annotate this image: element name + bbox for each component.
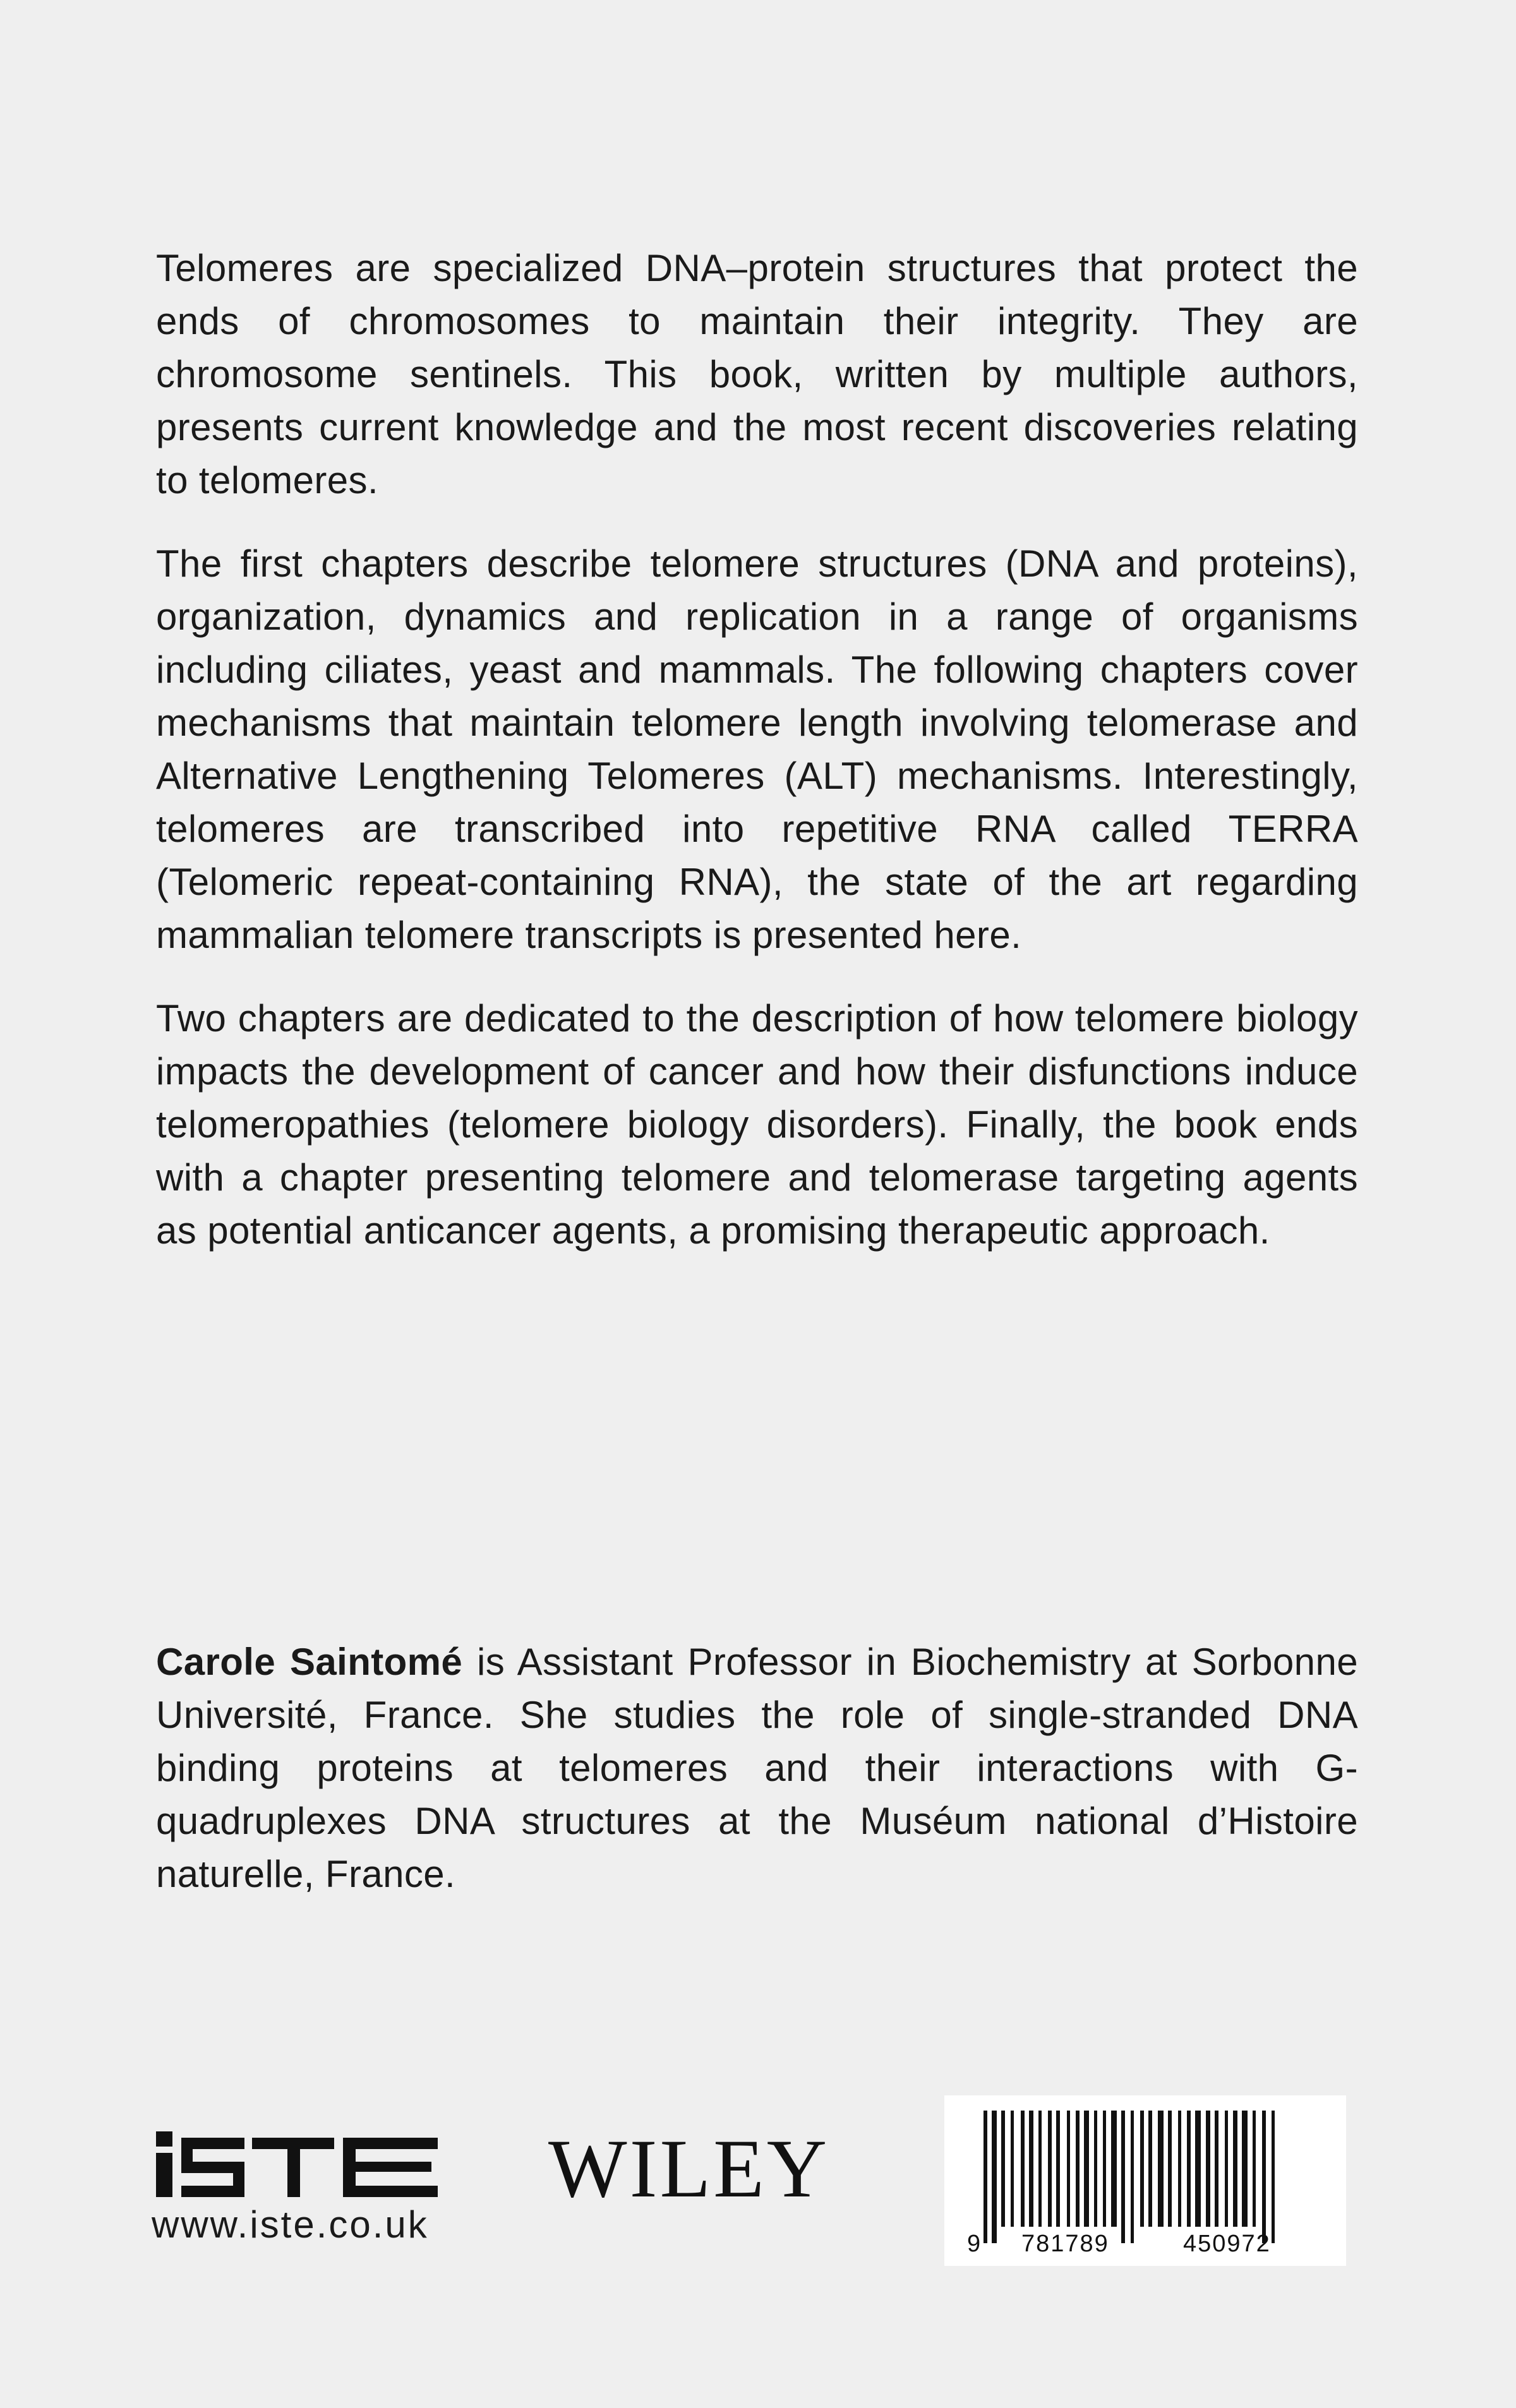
barcode-bar (1111, 2111, 1117, 2227)
barcode-bar (1067, 2111, 1070, 2227)
barcode-bar (1206, 2111, 1210, 2227)
barcode-bar (1178, 2111, 1181, 2227)
blurb-paragraph-2: The first chapters describe telomere structures (DNA and proteins), organization, dynamics and replication in a range of organisms including ciliates, yeast and mammals. The following chapters cover mechanisms that maintain telomere length involving telomerase and Alternative Lengthening Telomeres (ALT) mechanisms. Interestingly, telomeres are transcribed into repetitive RNA called TERRA (Telomeric repeat-containing RNA), the state of the art regarding mammalian telomere transcripts is presented here. (156, 542, 1358, 956)
blurb-paragraph-1: Telomeres are specialized DNA–protein structures that protect the ends of chromosomes to maintain their integrity. They are chromosome sentinels. This book, written by multiple authors, presents current knowledge and the most recent discoveries relating to telomeres. (156, 247, 1358, 501)
iste-url: www.iste.co.uk (152, 2203, 429, 2246)
barcode-bar (1225, 2111, 1228, 2227)
barcode-bar (1056, 2111, 1060, 2227)
barcode-bars (944, 2095, 1346, 2266)
barcode-bar (1158, 2111, 1164, 2227)
barcode-bar (1262, 2111, 1266, 2243)
barcode-bar (1001, 2111, 1005, 2227)
wiley-logo: WILEY (548, 2122, 830, 2215)
barcode-bar (1253, 2111, 1256, 2227)
barcode-bar (1131, 2111, 1134, 2243)
barcode-bar (1272, 2111, 1275, 2243)
author-bio-text: is Assistant Professor in Biochemistry at Sorbonne Université, France. She studies the role of single-stranded DNA binding proteins at telomeres and their interactions with G-quadruplexes DNA structures at the Muséum national d’Histoire naturelle, France. (156, 1641, 1358, 1895)
barcode-bar (992, 2111, 997, 2243)
barcode-bar (1140, 2111, 1144, 2227)
barcode-group-2: 450972 (1183, 2231, 1271, 2257)
barcode-bar (1187, 2111, 1191, 2227)
barcode-bar (1048, 2111, 1052, 2227)
barcode-bar (1242, 2111, 1248, 2227)
barcode-lead-digit: 9 (967, 2231, 982, 2257)
barcode-bar (1233, 2111, 1237, 2227)
author-name: Carole Saintomé (156, 1641, 463, 1683)
author-bio (156, 1636, 1358, 1901)
barcode-bar (1038, 2111, 1042, 2227)
barcode-bar (1148, 2111, 1152, 2227)
barcode-bar (1103, 2111, 1106, 2227)
barcode-bar (1021, 2111, 1025, 2227)
barcode-bar (984, 2111, 987, 2243)
barcode-bar (1084, 2111, 1089, 2227)
barcode-bar (1121, 2111, 1125, 2243)
barcode-bar (1011, 2111, 1014, 2227)
barcode-bar (1195, 2111, 1201, 2227)
barcode-bar (1215, 2111, 1218, 2227)
barcode-bar (1029, 2111, 1033, 2227)
barcode-group-1: 781789 (1021, 2231, 1109, 2257)
back-cover-blurb (156, 242, 1358, 1288)
barcode-bar (1168, 2111, 1172, 2227)
iste-logo-graphic (156, 2131, 459, 2207)
blurb-paragraph-3: Two chapters are dedicated to the description of how telomere biology impacts the development of cancer and how their disfunctions induce telomeropathies (telomere biology disorders). Finally, the book ends with a chapter presenting telomere and telomerase targeting agents as potential anticancer agents, a promising therapeutic approach. (156, 997, 1358, 1252)
isbn-barcode (944, 2095, 1346, 2266)
barcode-bar (1076, 2111, 1080, 2227)
barcode-bar (1094, 2111, 1097, 2227)
iste-logo (156, 2131, 459, 2207)
